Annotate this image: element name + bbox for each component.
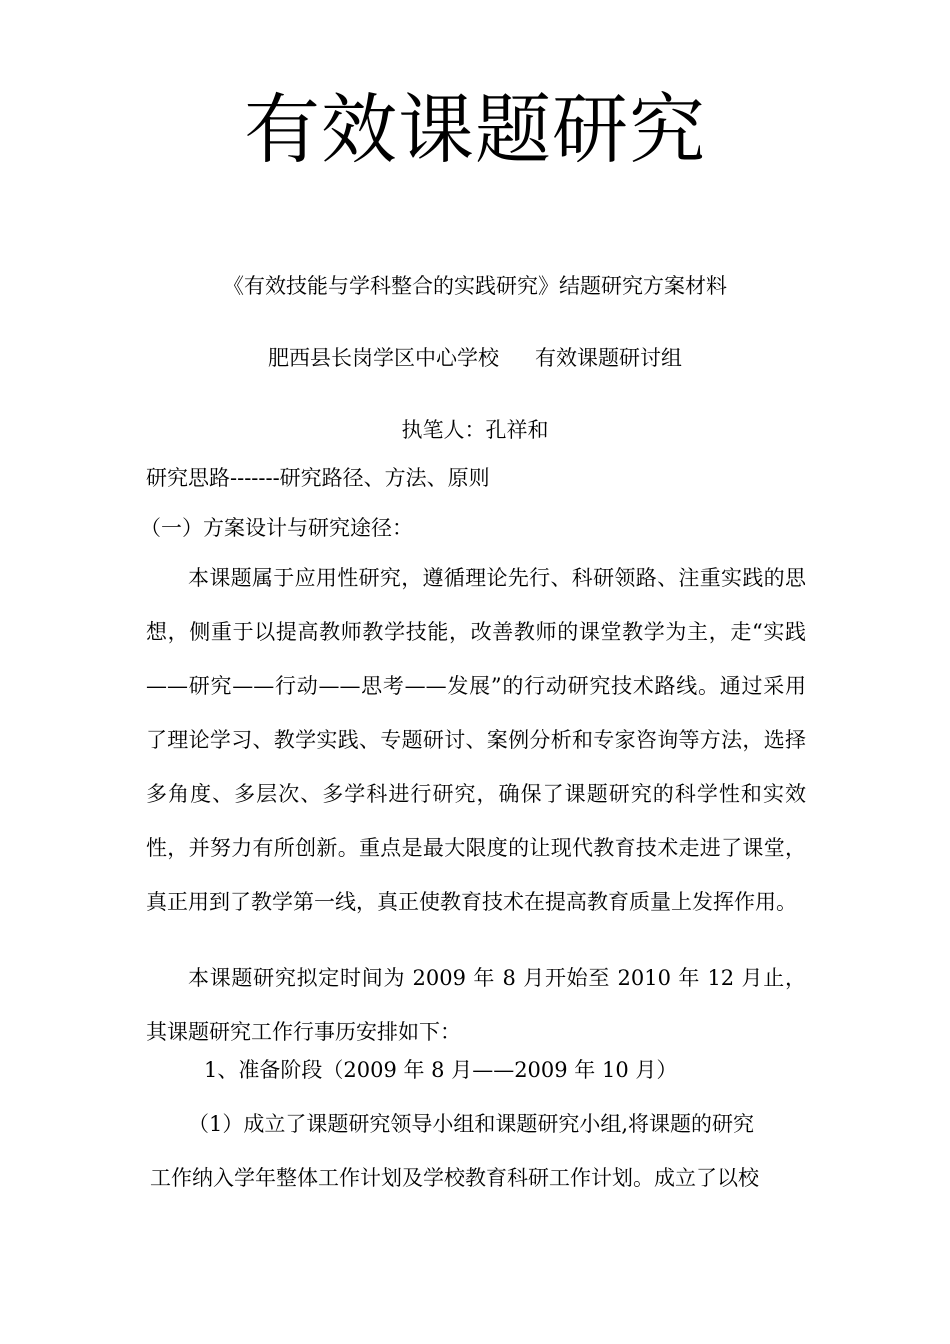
item-line-2: 工作纳入学年整体工作计划及学校教育科研工作计划。成立了以校 <box>150 1166 759 1190</box>
section-heading: （一）方案设计与研究途径： <box>140 516 413 540</box>
organization-line <box>0 343 950 373</box>
organization-school: 肥西县长岗学区中心学校 <box>268 346 499 370</box>
route-heading: 研究思路-------研究路径、方法、原则 <box>146 466 490 490</box>
body-paragraph-2: 本课题研究拟定时间为 2009 年 8 月开始至 2010 年 12 月止，其课题研究工作行事历安排如下： <box>146 966 806 1044</box>
body-paragraph-3 <box>150 1097 808 1205</box>
document-subtitle: 《有效技能与学科整合的实践研究》结题研究方案材料 <box>223 274 727 298</box>
item-line-1: （1）成立了课题研究领导小组和课题研究小组,将课题的研究 <box>188 1112 755 1136</box>
document-title: 有效课题研究 <box>244 85 706 174</box>
body-paragraph-1: 本课题属于应用性研究，遵循理论先行、科研领路、注重实践的思想，侧重于以提高教师教学技能，改善教师的课堂教学为主，走“实践——研究——行动——思考——发展”的行动研究技术路线。通过采用了理论学习、教学实践、专题研讨、案例分析和专家咨询等方法，选择多角度、多层次、多学科进行研究，确保了课题研究的科学性和实效性，并努力有所创新。重点是最大限度的让现代教育技术走进了课堂，真正用到了教学第一线，真正使教育技术在提高教育质量上发挥作用。 <box>146 566 806 914</box>
organization-group: 有效课题研讨组 <box>535 346 682 370</box>
stage-heading: 1、准备阶段（2009 年 8 月——2009 年 10 月） <box>204 1058 678 1082</box>
author-line: 执笔人：孔祥和 <box>401 418 549 442</box>
